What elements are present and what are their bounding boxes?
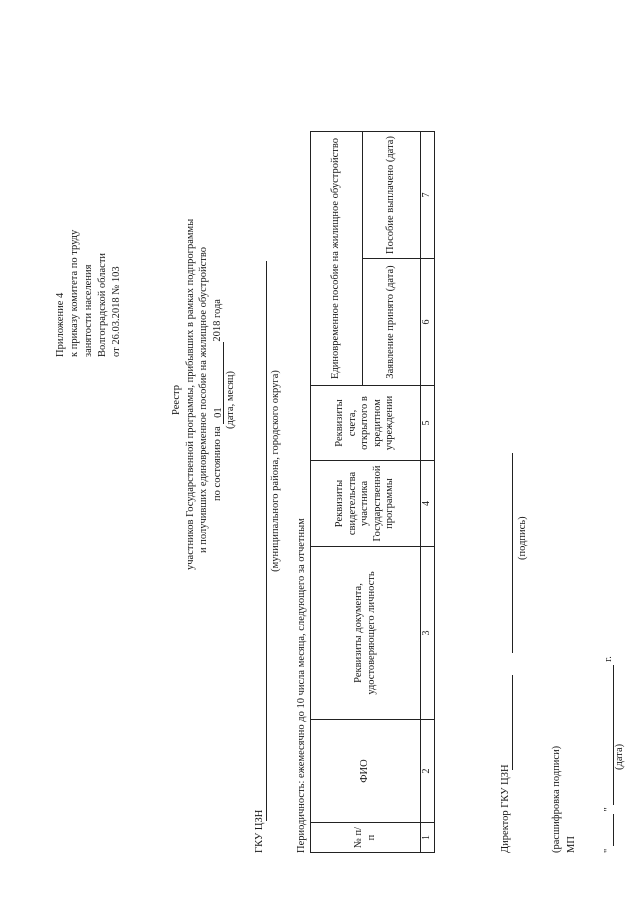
appendix-line: Волгоградской области	[97, 252, 108, 357]
column-number: 3	[421, 547, 435, 720]
day-field: 01	[212, 402, 224, 424]
appendix-line: занятости населения	[83, 264, 94, 357]
as-of-prefix: по состоянию на	[211, 426, 223, 501]
signature-date-line	[603, 656, 614, 853]
periodicity-note: Периодичность: ежемесячно до 10 числа месяца, следующего за отчетным	[296, 518, 307, 853]
month-field	[212, 342, 224, 402]
header-paid-date: Пособие выплачено (дата)	[363, 132, 421, 259]
title-line: и получивших единовременное пособие на жилищное обустройство	[198, 247, 209, 553]
gku-label: ГКУ ЦЗН	[254, 809, 265, 853]
column-number-row	[421, 132, 435, 853]
document-title	[170, 218, 238, 570]
registry-table	[310, 131, 435, 853]
year-g: г.	[603, 656, 614, 662]
header-id-document: Реквизиты документа, удостоверяющего личность	[311, 547, 421, 720]
gku-underline	[266, 261, 267, 821]
signature-line	[512, 453, 513, 653]
column-number: 7	[421, 132, 435, 259]
column-number: 6	[421, 259, 435, 386]
month-blank	[603, 665, 614, 805]
appendix-line: Приложение 4	[55, 292, 66, 357]
header-account: Реквизиты счета, открытого в кредитном учреждении	[311, 386, 421, 461]
stamp-place: МП	[566, 836, 577, 853]
title-line: Реестр	[171, 385, 182, 415]
column-number: 1	[421, 823, 435, 853]
column-number: 2	[421, 720, 435, 823]
header-allowance: Единовременное пособие на жилищное обустройство	[311, 132, 363, 386]
column-number: 5	[421, 386, 435, 461]
title-line: участников Государственной программы, прибывших в рамках подпрограммы	[184, 218, 196, 570]
signature-caption: (подпись)	[517, 516, 528, 560]
date-caption: (дата)	[614, 743, 625, 770]
year-suffix: 2018 года	[211, 299, 223, 342]
date-caption: (дата, месяц)	[225, 370, 236, 430]
director-label: Директор ГКУ ЦЗН	[500, 764, 511, 853]
header-row	[311, 132, 363, 853]
appendix-line: к приказу комитета по труду	[69, 229, 80, 357]
director-name-line	[512, 675, 513, 770]
header-fio: ФИО	[311, 720, 421, 823]
header-certificate: Реквизиты свидетельства участника Государственной программы	[311, 461, 421, 547]
quote-close: "	[603, 807, 614, 812]
header-application-date: Заявление принято (дата)	[363, 259, 421, 386]
as-of-date-line	[211, 230, 225, 570]
column-number: 4	[421, 461, 435, 547]
quote-open: "	[603, 848, 614, 853]
gku-caption: (муниципального района, городского округа)	[270, 370, 281, 572]
appendix-line: от 26.03.2018 № 103	[111, 266, 122, 357]
appendix-note	[54, 230, 124, 357]
decode-caption: (расшифровка подписи)	[551, 745, 562, 853]
day-blank	[603, 814, 614, 846]
header-num: № п/п	[311, 823, 421, 853]
